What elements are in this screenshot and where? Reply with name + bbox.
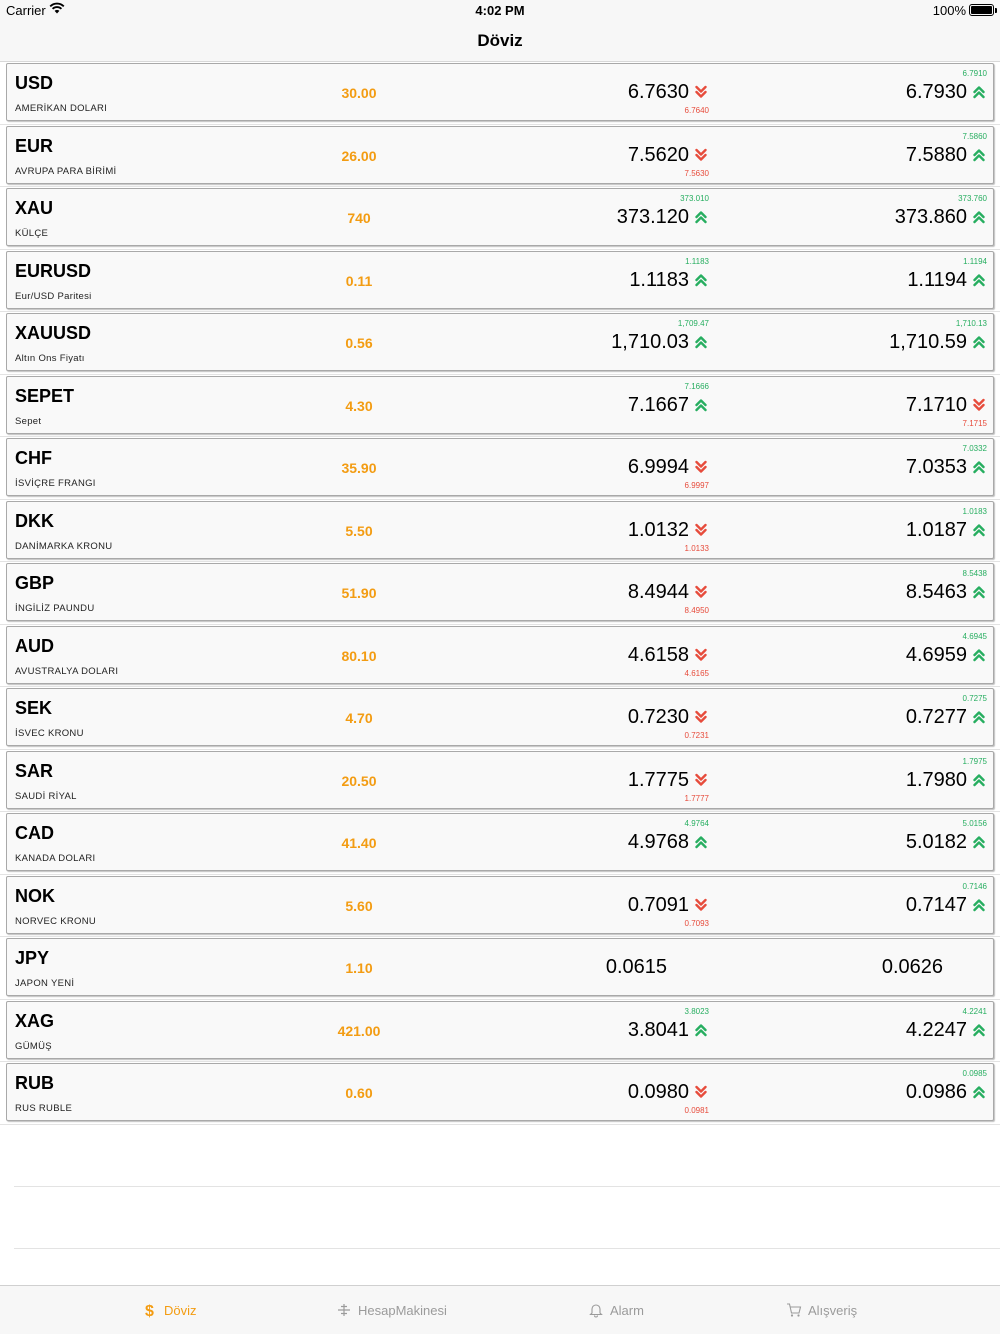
trend-up-icon bbox=[973, 335, 985, 349]
trend-up-icon bbox=[695, 273, 707, 287]
sell-previous: 0.7146 bbox=[962, 881, 987, 891]
currency-row[interactable] bbox=[0, 62, 1000, 125]
dollar-icon bbox=[142, 1302, 158, 1318]
currency-card[interactable] bbox=[6, 751, 994, 809]
buy-price: 7.5620 bbox=[627, 143, 689, 166]
currency-row[interactable] bbox=[0, 875, 1000, 938]
sell-previous: 1,710.13 bbox=[955, 319, 987, 328]
buy-previous: 0.0981 bbox=[684, 1106, 709, 1115]
tab-bar bbox=[0, 1285, 1000, 1334]
sell-previous: 4.6945 bbox=[962, 631, 987, 641]
sell-price: 7.5880 bbox=[905, 143, 967, 166]
currency-code: RUB bbox=[15, 1073, 54, 1093]
currency-code: SAR bbox=[15, 760, 54, 781]
currency-name: Altın Ons Fiyatı bbox=[15, 353, 85, 364]
currency-name: Eur/USD Paritesi bbox=[15, 290, 92, 302]
currency-list[interactable] bbox=[0, 62, 1000, 1125]
currency-row[interactable] bbox=[0, 125, 1000, 188]
battery-percent: 100% bbox=[932, 3, 966, 18]
buy-price: 0.7091 bbox=[627, 893, 689, 916]
change-value: 0.60 bbox=[345, 1085, 373, 1101]
currency-row[interactable] bbox=[0, 937, 1000, 1000]
sell-previous: 1.1194 bbox=[963, 256, 987, 266]
currency-card[interactable] bbox=[6, 63, 994, 121]
currency-card[interactable] bbox=[6, 188, 994, 246]
sell-price: 0.0626 bbox=[881, 956, 943, 978]
sell-previous: 4.2241 bbox=[962, 1006, 987, 1016]
trend-up-icon bbox=[973, 460, 985, 474]
sell-previous: 0.7275 bbox=[962, 694, 987, 703]
currency-card[interactable] bbox=[6, 813, 994, 871]
sell-previous: 0.0985 bbox=[962, 1069, 987, 1078]
sell-previous: 7.1715 bbox=[962, 418, 987, 428]
sell-previous: 1.0183 bbox=[962, 506, 987, 516]
currency-name: İNGİLİZ PAUNDU bbox=[15, 603, 95, 614]
currency-card[interactable] bbox=[6, 626, 994, 684]
trend-down-icon bbox=[695, 85, 707, 99]
trend-up-icon bbox=[695, 1023, 707, 1037]
currency-name: AMERİKAN DOLARI bbox=[15, 103, 108, 114]
buy-previous: 1.1183 bbox=[685, 256, 709, 266]
sell-price: 4.2247 bbox=[905, 1018, 967, 1041]
currency-row[interactable] bbox=[0, 312, 1000, 375]
currency-name: KANADA DOLARI bbox=[15, 853, 96, 864]
currency-card[interactable] bbox=[6, 876, 994, 934]
currency-row[interactable] bbox=[0, 500, 1000, 563]
buy-previous: 6.9997 bbox=[684, 481, 709, 490]
buy-price: 4.9768 bbox=[627, 831, 689, 853]
change-value: 421.00 bbox=[337, 1022, 381, 1039]
currency-code: GBP bbox=[15, 573, 55, 593]
currency-code: EUR bbox=[15, 135, 54, 156]
currency-card[interactable] bbox=[6, 376, 994, 434]
buy-price: 0.0980 bbox=[627, 1081, 689, 1103]
buy-previous: 0.7231 bbox=[684, 731, 709, 740]
currency-row[interactable] bbox=[0, 562, 1000, 625]
buy-previous: 6.7640 bbox=[684, 106, 709, 115]
sell-price: 0.7147 bbox=[905, 893, 967, 916]
change-value: 0.56 bbox=[345, 335, 373, 351]
sell-previous: 7.0332 bbox=[962, 444, 987, 453]
change-value: 0.11 bbox=[345, 272, 373, 289]
currency-card[interactable] bbox=[6, 313, 994, 371]
svg-text:$: $ bbox=[145, 1303, 154, 1318]
change-value: 80.10 bbox=[341, 647, 377, 664]
currency-card[interactable] bbox=[6, 438, 994, 496]
sell-previous: 6.7910 bbox=[962, 69, 987, 78]
currency-card[interactable] bbox=[6, 563, 994, 621]
sell-previous: 373.760 bbox=[958, 194, 987, 203]
divider bbox=[14, 1186, 1000, 1187]
buy-previous: 4.9764 bbox=[684, 819, 709, 828]
buy-price: 0.0615 bbox=[605, 956, 667, 978]
buy-price: 373.120 bbox=[616, 206, 689, 228]
currency-row[interactable] bbox=[0, 1000, 1000, 1063]
trend-down-icon bbox=[695, 648, 707, 662]
trend-down-icon bbox=[695, 460, 707, 474]
trend-down-icon bbox=[973, 398, 985, 412]
currency-name: RUS RUBLE bbox=[15, 1103, 73, 1114]
tab-alisveris[interactable] bbox=[786, 1302, 857, 1318]
buy-previous: 1.7777 bbox=[684, 793, 709, 803]
currency-card[interactable] bbox=[6, 1063, 994, 1121]
change-value: 1.10 bbox=[345, 960, 373, 976]
row-divider bbox=[0, 1124, 1000, 1125]
currency-code: EURUSD bbox=[15, 260, 92, 281]
change-value: 5.50 bbox=[345, 522, 373, 539]
sell-price: 1,710.59 bbox=[889, 331, 967, 353]
battery-icon bbox=[969, 4, 994, 16]
currency-card[interactable] bbox=[6, 688, 994, 746]
currency-code: AUD bbox=[15, 635, 54, 656]
currency-row[interactable] bbox=[0, 437, 1000, 500]
tab-label: HesapMakinesi bbox=[358, 1302, 447, 1318]
trend-up-icon bbox=[695, 835, 707, 849]
currency-card[interactable] bbox=[6, 251, 994, 309]
buy-price: 0.7230 bbox=[627, 706, 689, 728]
currency-row[interactable] bbox=[0, 1062, 1000, 1125]
currency-name: GÜMÜŞ bbox=[15, 1040, 52, 1052]
sell-price: 8.5463 bbox=[905, 581, 967, 603]
tab-alarm[interactable] bbox=[588, 1302, 644, 1318]
sell-price: 7.0353 bbox=[905, 456, 967, 478]
buy-previous: 8.4950 bbox=[684, 606, 709, 615]
trend-down-icon bbox=[695, 773, 707, 787]
currency-row[interactable] bbox=[0, 250, 1000, 313]
currency-code: SEPET bbox=[15, 385, 75, 406]
currency-name: İSVEC KRONU bbox=[15, 728, 84, 739]
trend-down-icon bbox=[695, 1085, 707, 1099]
currency-name: AVUSTRALYA DOLARI bbox=[15, 665, 119, 677]
trend-up-icon bbox=[973, 710, 985, 724]
currency-row[interactable] bbox=[0, 625, 1000, 688]
currency-code: CAD bbox=[15, 823, 54, 843]
change-value: 35.90 bbox=[341, 460, 377, 476]
trend-up-icon bbox=[973, 648, 985, 662]
change-value: 4.70 bbox=[345, 710, 373, 726]
sell-price: 0.0986 bbox=[905, 1081, 967, 1103]
change-value: 5.60 bbox=[345, 897, 373, 914]
status-bar bbox=[0, 0, 1000, 20]
buy-price: 8.4944 bbox=[627, 581, 689, 603]
trend-up-icon bbox=[973, 835, 985, 849]
trend-up-icon bbox=[973, 1085, 985, 1099]
sell-previous: 7.5860 bbox=[962, 131, 987, 141]
buy-price: 4.6158 bbox=[627, 643, 689, 666]
navigation-bar bbox=[0, 20, 1000, 62]
currency-row[interactable] bbox=[0, 750, 1000, 813]
buy-previous: 7.5630 bbox=[684, 168, 709, 178]
currency-name: NORVEC KRONU bbox=[15, 915, 97, 927]
currency-card[interactable] bbox=[6, 938, 994, 996]
change-value: 740 bbox=[347, 210, 371, 226]
change-value: 26.00 bbox=[341, 147, 377, 164]
sell-price: 373.860 bbox=[894, 206, 967, 228]
tab-hesapmakinesi[interactable] bbox=[336, 1302, 447, 1318]
trend-up-icon bbox=[973, 148, 985, 162]
change-value: 30.00 bbox=[341, 85, 377, 101]
buy-price: 6.9994 bbox=[627, 456, 689, 478]
sell-price: 5.0182 bbox=[905, 831, 967, 853]
currency-name: İSVİÇRE FRANGI bbox=[15, 478, 96, 489]
trend-up-icon bbox=[973, 523, 985, 537]
change-value: 20.50 bbox=[341, 772, 377, 789]
change-value: 41.40 bbox=[341, 835, 377, 851]
clock: 4:02 PM bbox=[475, 3, 525, 18]
currency-name: DANİMARKA KRONU bbox=[15, 540, 113, 552]
buy-price: 1.0132 bbox=[627, 518, 689, 541]
trend-down-icon bbox=[695, 148, 707, 162]
currency-code: NOK bbox=[15, 885, 55, 906]
sell-price: 1.0187 bbox=[905, 518, 967, 541]
currency-code: JPY bbox=[15, 948, 50, 968]
sell-price: 7.1710 bbox=[905, 393, 967, 416]
buy-price: 7.1667 bbox=[627, 393, 689, 416]
buy-price: 3.8041 bbox=[627, 1018, 689, 1041]
sell-price: 0.7277 bbox=[905, 706, 967, 728]
buy-previous: 0.7093 bbox=[684, 918, 709, 928]
trend-down-icon bbox=[695, 523, 707, 537]
sell-previous: 8.5438 bbox=[962, 569, 987, 578]
divider bbox=[14, 1248, 1000, 1249]
currency-code: SEK bbox=[15, 698, 53, 718]
currency-card[interactable] bbox=[6, 126, 994, 184]
currency-name: Sepet bbox=[15, 415, 42, 427]
currency-row[interactable] bbox=[0, 375, 1000, 438]
currency-row[interactable] bbox=[0, 187, 1000, 250]
buy-previous: 3.8023 bbox=[684, 1006, 709, 1016]
trend-up-icon bbox=[695, 210, 707, 224]
change-value: 4.30 bbox=[345, 397, 373, 414]
currency-name: JAPON YENİ bbox=[15, 978, 75, 989]
currency-name: SAUDİ RİYAL bbox=[15, 790, 77, 802]
currency-code: XAUUSD bbox=[15, 323, 92, 343]
currency-code: USD bbox=[15, 73, 54, 93]
sell-price: 1.7980 bbox=[905, 768, 967, 791]
tab-doviz[interactable] bbox=[142, 1302, 197, 1318]
buy-previous: 1.0133 bbox=[684, 543, 709, 553]
currency-code: CHF bbox=[15, 448, 52, 468]
currency-card[interactable] bbox=[6, 1001, 994, 1059]
page-title: Döviz bbox=[477, 31, 523, 50]
trend-up-icon bbox=[973, 585, 985, 599]
currency-row[interactable] bbox=[0, 687, 1000, 750]
bell-icon bbox=[588, 1302, 604, 1318]
calculator-icon bbox=[336, 1302, 352, 1318]
currency-card[interactable] bbox=[6, 501, 994, 559]
currency-name: AVRUPA PARA BİRİMİ bbox=[15, 165, 117, 177]
tab-label: Alarm bbox=[610, 1302, 644, 1318]
trend-up-icon bbox=[695, 398, 707, 412]
tab-label: Döviz bbox=[164, 1302, 197, 1318]
trend-up-icon bbox=[695, 335, 707, 349]
sell-previous: 5.0156 bbox=[962, 819, 987, 828]
currency-code: XAG bbox=[15, 1010, 55, 1031]
currency-row[interactable] bbox=[0, 812, 1000, 875]
sell-price: 4.6959 bbox=[905, 643, 967, 666]
buy-price: 1.7775 bbox=[627, 768, 689, 791]
buy-price: 6.7630 bbox=[627, 81, 689, 103]
currency-code: XAU bbox=[15, 198, 54, 218]
buy-price: 1.1183 bbox=[629, 268, 689, 291]
trend-down-icon bbox=[695, 710, 707, 724]
cart-icon bbox=[786, 1302, 802, 1318]
buy-price: 1,710.03 bbox=[611, 331, 689, 353]
trend-up-icon bbox=[973, 1023, 985, 1037]
sell-previous: 1.7975 bbox=[962, 756, 987, 766]
sell-price: 1.1194 bbox=[907, 268, 967, 291]
trend-up-icon bbox=[973, 273, 985, 287]
sell-price: 6.7930 bbox=[905, 81, 967, 103]
currency-code: DKK bbox=[15, 510, 54, 531]
currency-name: KÜLÇE bbox=[15, 228, 49, 239]
tab-label: Alışveriş bbox=[808, 1302, 858, 1318]
carrier-label: Carrier bbox=[6, 3, 46, 18]
trend-down-icon bbox=[695, 898, 707, 912]
buy-previous: 1,709.47 bbox=[677, 319, 709, 328]
buy-previous: 4.6165 bbox=[684, 668, 709, 678]
trend-up-icon bbox=[973, 898, 985, 912]
trend-up-icon bbox=[973, 85, 985, 99]
buy-previous: 7.1666 bbox=[684, 381, 709, 391]
trend-up-icon bbox=[973, 773, 985, 787]
trend-up-icon bbox=[973, 210, 985, 224]
change-value: 51.90 bbox=[341, 585, 377, 601]
buy-previous: 373.010 bbox=[680, 194, 709, 203]
trend-down-icon bbox=[695, 585, 707, 599]
